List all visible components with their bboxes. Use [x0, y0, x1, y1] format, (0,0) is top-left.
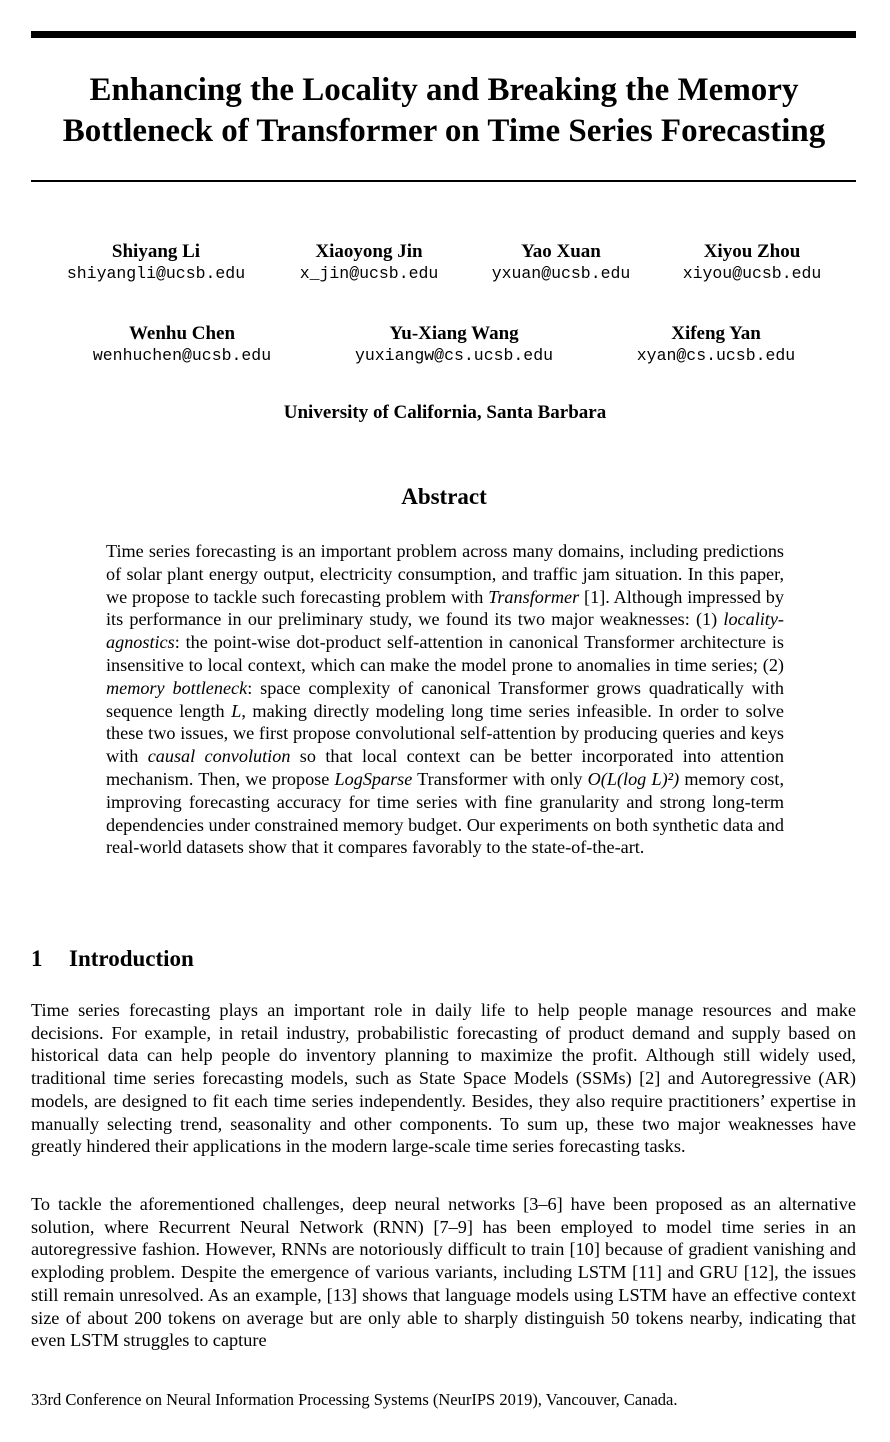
section-title: Introduction	[69, 946, 194, 971]
abstract-text	[106, 540, 784, 859]
author-name: Yao Xuan	[521, 241, 601, 262]
paper-title: Enhancing the Locality and Breaking the Memory Bottleneck of Transformer on Time Series Forecasting	[62, 72, 826, 149]
abstract-segment: : the point-wise dot-product self-attention in canonical Transformer architecture is insensitive to local context, which can make the model prone to anomalies in time series; (2)	[106, 632, 784, 675]
author-block	[642, 240, 862, 285]
abstract-emphasis: Transformer	[488, 586, 580, 607]
author-block	[344, 322, 564, 367]
author-block	[451, 240, 671, 285]
title-rule-bottom	[31, 180, 856, 182]
author-email: shiyangli@ucsb.edu	[66, 264, 246, 283]
abstract-segment: Transformer with only	[412, 768, 588, 789]
abstract-segment: , making directly modeling long time series infeasible. In order to solve these two issues, we first propose convolutional self-attention by producing queries and keys with	[106, 700, 785, 767]
author-name: Wenhu Chen	[128, 323, 236, 344]
abstract-emphasis: causal convolution	[147, 746, 291, 767]
abstract-segment: so that local context can be better incorporated into attention mechanism. Then, we propose	[106, 746, 784, 789]
math-inline: L	[231, 700, 242, 721]
author-name: Xiyou Zhou	[703, 241, 801, 262]
abstract-segment: Time series forecasting is an important problem across many domains, including predictions of solar plant energy output, electricity consumption, and traffic jam situation. In this paper, we propose to tackle such forecasting problem with	[106, 541, 784, 607]
section-heading	[31, 946, 194, 972]
abstract-emphasis: memory bottleneck	[106, 677, 248, 698]
abstract-heading: Abstract	[401, 484, 487, 509]
author-email: x_jin@ucsb.edu	[299, 264, 439, 283]
author-block	[46, 240, 266, 285]
author-block	[72, 322, 292, 367]
abstract-segment: memory cost, improving forecasting accuracy for time series with fine granularity and strong long-term dependencies under constrained memory budget. Our experiments on both synthetic data and real-world datasets show that it compares favorably to the state-of-the-art.	[106, 768, 784, 858]
body-paragraph: To tackle the aforementioned challenges, deep neural networks [3–6] have been proposed as an alternative solution, where Recurrent Neural Network (RNN) [7–9] has been employed to model time series in an autoregressive fashion. However, RNNs are notoriously difficult to train [10] because of gradient vanishing and exploding problem. Despite the emergence of various variants, including LSTM [11] and GRU [12], the issues still remain unresolved. As an example, [13] shows that language models using LSTM have an effective context size of about 200 tokens on average but are only able to sharply distinguish 50 tokens nearby, indicating that even LSTM struggles to capture	[31, 1194, 856, 1351]
author-name: Xiaoyong Jin	[315, 241, 423, 262]
author-email: yuxiangw@cs.ucsb.edu	[354, 346, 554, 365]
author-name: Xifeng Yan	[671, 323, 761, 344]
conference-footnote: 33rd Conference on Neural Information Processing Systems (NeurIPS 2019), Vancouver, Canada.	[31, 1390, 678, 1409]
author-email: wenhuchen@ucsb.edu	[92, 346, 272, 365]
author-name: Shiyang Li	[111, 241, 201, 262]
author-email: xyan@cs.ucsb.edu	[636, 346, 796, 365]
math-inline: O(L(log L)²)	[587, 768, 680, 789]
author-block	[259, 240, 479, 285]
affiliation: University of California, Santa Barbara	[283, 402, 607, 423]
author-email: yxuan@ucsb.edu	[491, 264, 631, 283]
author-block	[606, 322, 826, 367]
abstract-segment: : space complexity of canonical Transformer grows quadratically with sequence length	[106, 677, 784, 721]
author-name: Yu-Xiang Wang	[389, 323, 519, 344]
abstract-emphasis: LogSparse	[334, 768, 413, 789]
abstract-emphasis: locality-agnostics	[106, 609, 784, 653]
author-email: xiyou@ucsb.edu	[682, 264, 822, 283]
body-paragraph: Time series forecasting plays an important role in daily life to help people manage resources and make decisions. For example, in retail industry, probabilistic forecasting of product demand and supply based on historical data can help people do inventory planning to maximize the profit. Although still widely used, traditional time series forecasting models, such as State Space Models (SSMs) [2] and Autoregressive (AR) models, are designed to fit each time series independently. Besides, they also require practitioners’ expertise in manually selecting trend, seasonality and other components. To sum up, these two major weaknesses have greatly hindered their applications in the modern large-scale time series forecasting tasks.	[31, 1000, 856, 1157]
title-rule-top	[31, 31, 856, 38]
abstract-segment: [1]. Although impressed by its performance in our preliminary study, we found its two major weaknesses: (1)	[106, 586, 784, 630]
section-number: 1	[31, 946, 43, 971]
